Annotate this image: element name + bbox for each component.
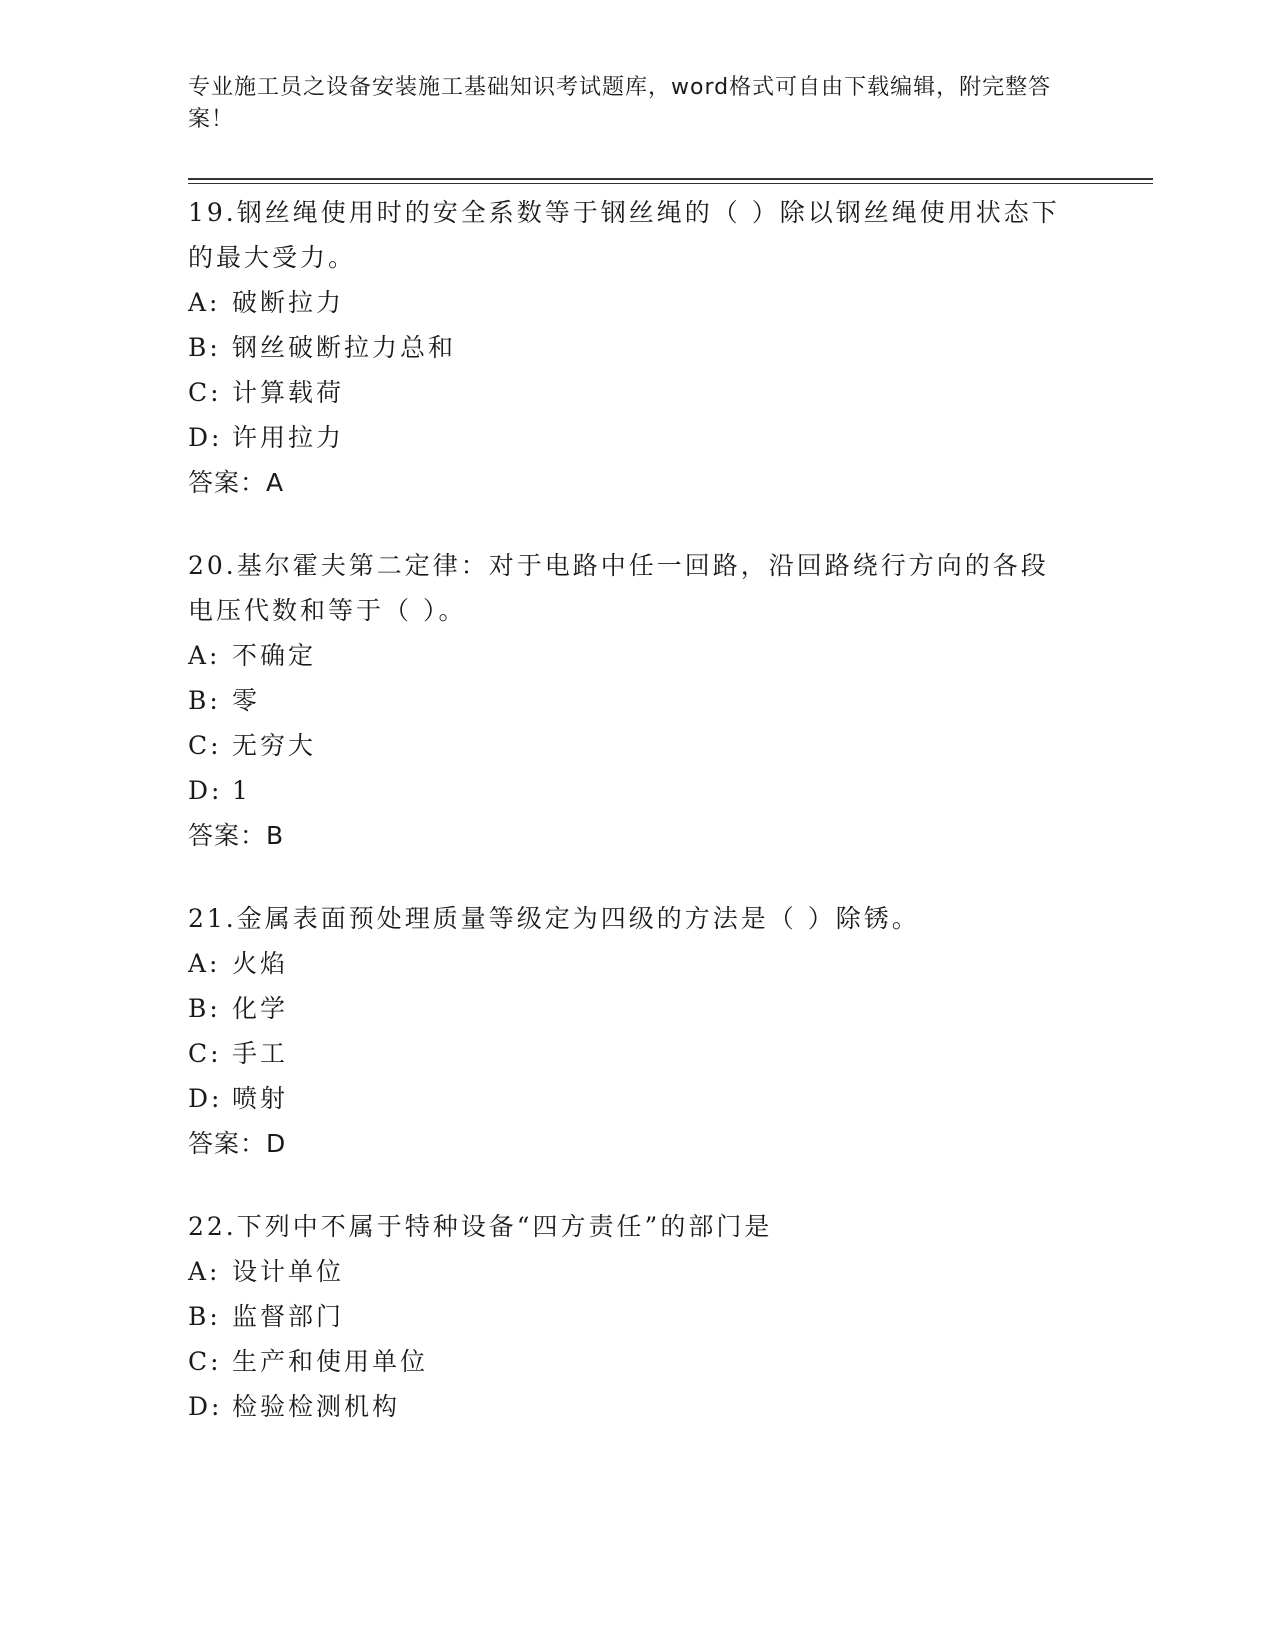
option-text: 设计单位 <box>232 1257 345 1286</box>
option-a <box>188 633 1068 678</box>
option-key: C: <box>188 1039 222 1068</box>
option-b <box>188 325 1068 370</box>
option-d <box>188 768 1068 813</box>
question-21 <box>188 896 1068 1166</box>
option-text: 手工 <box>232 1039 289 1068</box>
question-20 <box>188 543 1068 858</box>
question-stem: 21.金属表面预处理质量等级定为四级的方法是（ ）除锈。 <box>188 904 920 933</box>
option-a <box>188 280 1068 325</box>
option-key: C: <box>188 731 222 760</box>
question-stem: 19.钢丝绳使用时的安全系数等于钢丝绳的（ ）除以钢丝绳使用状态下的最大受力。 <box>188 198 1060 272</box>
option-text: 监督部门 <box>232 1302 345 1331</box>
option-d <box>188 1076 1068 1121</box>
option-key: A: <box>188 288 221 317</box>
option-key: C: <box>188 1347 222 1376</box>
option-text: 计算载荷 <box>232 378 345 407</box>
option-key: C: <box>188 378 222 407</box>
question-22 <box>188 1204 1068 1429</box>
option-text: 1 <box>232 776 251 805</box>
header-divider-thick <box>188 178 1153 180</box>
option-text: 生产和使用单位 <box>232 1347 429 1376</box>
option-key: D: <box>188 776 223 805</box>
option-text: 无穷大 <box>232 731 317 760</box>
option-text: 检验检测机构 <box>232 1392 401 1421</box>
option-key: A: <box>188 1257 221 1286</box>
option-c <box>188 370 1068 415</box>
option-key: A: <box>188 641 221 670</box>
option-key: D: <box>188 1392 223 1421</box>
option-key: B: <box>188 994 221 1023</box>
option-c <box>188 1031 1068 1076</box>
option-key: D: <box>188 423 223 452</box>
answer-line: 答案：B <box>188 821 285 850</box>
option-text: 喷射 <box>232 1084 289 1113</box>
option-a <box>188 941 1068 986</box>
option-a <box>188 1249 1068 1294</box>
answer-line: 答案：D <box>188 1129 287 1158</box>
option-c <box>188 1339 1068 1384</box>
option-key: B: <box>188 1302 221 1331</box>
option-text: 不确定 <box>232 641 317 670</box>
option-b <box>188 678 1068 723</box>
option-c <box>188 723 1068 768</box>
option-text: 火焰 <box>232 949 289 978</box>
question-list <box>188 190 1068 1429</box>
answer-line: 答案：A <box>188 468 285 497</box>
option-key: A: <box>188 949 221 978</box>
option-text: 破断拉力 <box>232 288 345 317</box>
option-text: 零 <box>232 686 261 715</box>
option-d <box>188 1384 1068 1429</box>
option-text: 许用拉力 <box>232 423 345 452</box>
document-header: 专业施工员之设备安装施工基础知识考试题库，word格式可自由下载编辑，附完整答案！ <box>188 75 1052 132</box>
question-stem: 20.基尔霍夫第二定律：对于电路中任一回路，沿回路绕行方向的各段电压代数和等于（ ）。 <box>188 551 1049 625</box>
option-text: 钢丝破断拉力总和 <box>232 333 457 362</box>
header-divider-thin <box>188 183 1153 184</box>
option-text: 化学 <box>232 994 289 1023</box>
option-d <box>188 415 1068 460</box>
option-key: B: <box>188 686 221 715</box>
question-19 <box>188 190 1068 505</box>
option-key: D: <box>188 1084 223 1113</box>
question-stem: 22.下列中不属于特种设备“四方责任”的部门是 <box>188 1212 773 1241</box>
option-b <box>188 1294 1068 1339</box>
option-key: B: <box>188 333 221 362</box>
option-b <box>188 986 1068 1031</box>
